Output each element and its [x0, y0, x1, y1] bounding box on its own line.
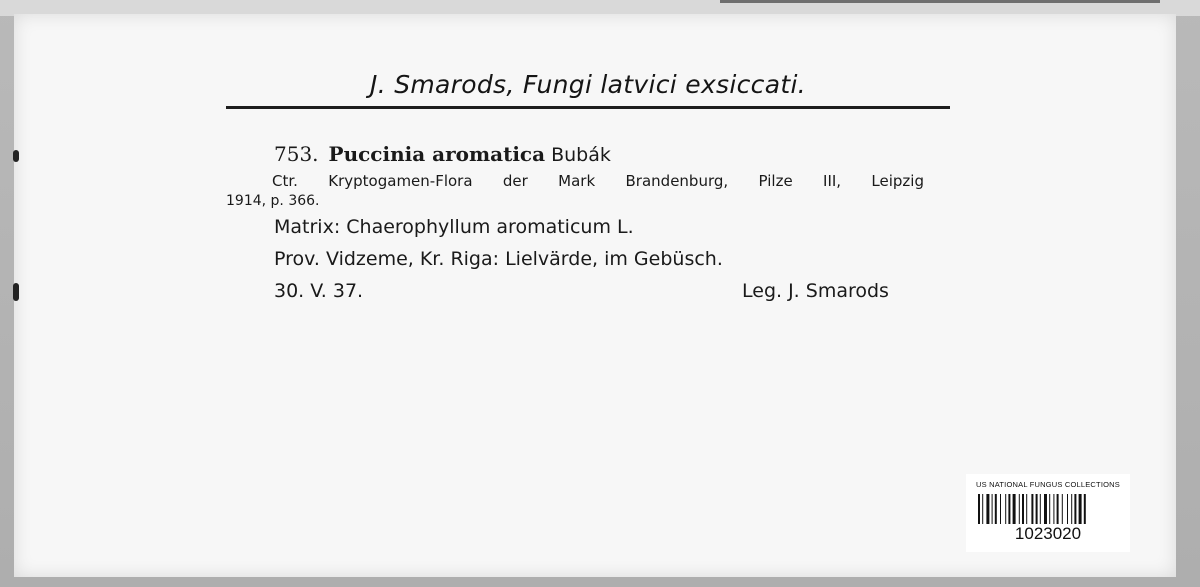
- collection-date: 30. V. 37.: [274, 280, 364, 302]
- barcode-bar: [992, 494, 993, 524]
- punch-hole-mark: [13, 283, 19, 301]
- barcode-bar: [982, 494, 983, 524]
- barcode-bar: [1013, 494, 1016, 524]
- barcode-bar: [1019, 494, 1020, 524]
- barcode-bar: [1026, 494, 1027, 524]
- barcode-bar: [1079, 494, 1082, 524]
- barcode-bar: [1071, 494, 1072, 524]
- barcode-bar: [1067, 494, 1068, 524]
- citation-line-1: Ctr. Kryptogamen-Flora der Mark Brandenburg, Pilze III, Leipzig: [272, 172, 924, 190]
- barcode-bar: [1040, 494, 1041, 524]
- top-edge-line: [720, 0, 1160, 3]
- species-line: [274, 142, 611, 166]
- barcode-bar: [1031, 494, 1033, 524]
- species-name: Puccinia aromatica: [328, 142, 546, 166]
- barcode-bar: [1005, 494, 1006, 524]
- locality-line: Prov. Vidzeme, Kr. Riga: Lielvärde, im Gebüsch.: [274, 248, 723, 270]
- exsiccata-number: 753.: [274, 142, 319, 166]
- species-author: Bubák: [551, 144, 611, 166]
- title-rule: [226, 106, 950, 109]
- barcode-number: 1023020: [1014, 524, 1082, 543]
- barcode-bars: [978, 494, 1118, 524]
- barcode-bar: [978, 494, 980, 524]
- barcode-bar: [1062, 494, 1063, 524]
- barcode-bar: [986, 494, 989, 524]
- barcode-bar: [995, 494, 997, 524]
- barcode-bar: [1084, 494, 1086, 524]
- citation-line-2: 1914, p. 366.: [226, 193, 320, 209]
- barcode-bar: [1008, 494, 1010, 524]
- barcode-bar: [1044, 494, 1047, 524]
- barcode-header: US NATIONAL FUNGUS COLLECTIONS: [976, 480, 1120, 489]
- series-title: J. Smarods, Fungi latvici exsiccati.: [370, 70, 806, 99]
- barcode-bar: [1022, 494, 1024, 524]
- punch-hole-mark: [13, 150, 19, 162]
- barcode-bar: [1057, 494, 1059, 524]
- barcode-label: [966, 474, 1130, 552]
- barcode-bar: [1053, 494, 1054, 524]
- barcode-bar: [1000, 494, 1001, 524]
- collector-line: Leg. J. Smarods: [742, 280, 889, 302]
- matrix-line: Matrix: Chaerophyllum aromaticum L.: [274, 216, 634, 238]
- barcode-bar: [1049, 494, 1050, 524]
- barcode-bar: [1036, 494, 1038, 524]
- barcode-bar: [1074, 494, 1076, 524]
